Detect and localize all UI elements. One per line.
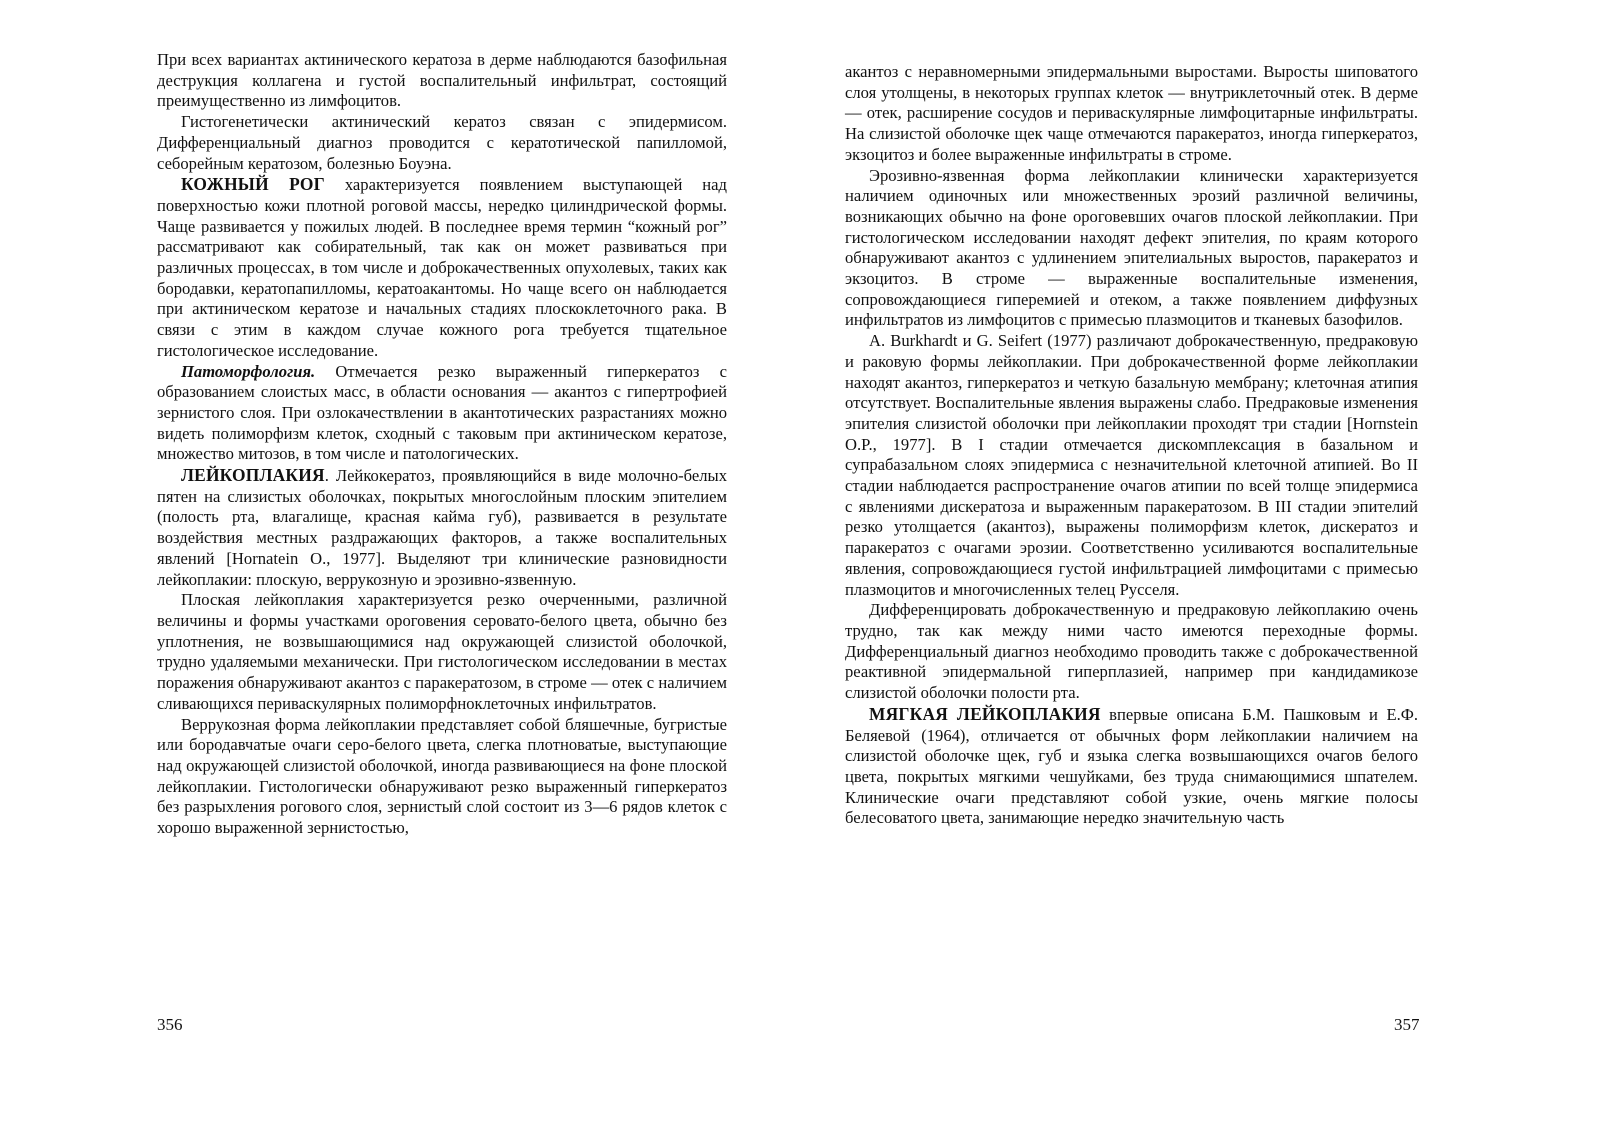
heading-skin-horn: КОЖНЫЙ РОГ — [181, 174, 325, 195]
right-text-column — [845, 62, 1418, 829]
soft-leukoplakia-text: впервые описана Б.М. Пашковым и Е.Ф. Беляевой (1964), отличается от обычных форм лейкоплакии наличием на слизистой оболочке щек, губ и языка слегка возвышающихся очагов белого цвета, покрытых мягкими чешуйками, без труда снимающимися шпателем. Клинические очаги представляют собой узкие, очень мягкие полосы белесоватого цвета, занимающие нередко значительную часть — [845, 704, 1418, 828]
paragraph-erosive-leukoplakia: Эрозивно-язвенная форма лейкоплакии клинически характеризуется наличием одиночных или множественных эрозий различной величины, возникающих обычно на фоне ороговевших очагов плоской лейкоплакии. При гистологическом исследовании находят дефект эпителия, по краям которого обнаруживают акантоз с удлинением эпителиальных выростов, паракератоз и экзоцитоз. В строме — выраженные воспалительные изменения, сопровождающиеся гиперемией и отеком, а также появлением диффузных инфильтратов из лимфоцитов с примесью плазмоцитов и тканевых базофилов. — [845, 165, 1418, 330]
section-leukoplakia — [157, 465, 727, 590]
heading-leukoplakia: ЛЕЙКОПЛАКИЯ — [181, 465, 325, 486]
section-skin-horn — [157, 174, 727, 361]
heading-soft-leukoplakia: МЯГКАЯ ЛЕЙКОПЛАКИЯ — [869, 703, 1101, 724]
pathomorphology-text: Отмечается резко выраженный гиперкератоз с образованием слоистых масс, в области основания — акантоз с гипертрофией зернистого слоя. При озлокачествлении в акантотических разрастаниях можно видеть полиморфизм клеток, сходный с таковым при актиническом кератозе, множество митозов, в том числе и патологических. — [157, 361, 727, 464]
skin-horn-text: характеризуется появлением выступающей над поверхностью кожи плотной роговой массы, нередко цилиндрической формы. Чаще развивается у пожилых людей. В последнее время термин “кожный рог” рассматривают как собирательный, так как он может развиваться при различных процессах, в том числе и доброкачественных опухолевых, таких как бородавки, кератопапилломы, кератоакантомы. Но чаще всего он наблюдается при актиническом кератозе и начальных стадиях плоскоклеточного рака. В связи с этим в каждом случае кожного рога требуется тщательное гистологическое исследование. — [157, 175, 727, 360]
paragraph-burkhardt-seifert: A. Burkhardt и G. Seifert (1977) различают доброкачественную, предраковую и раковую формы лейкоплакии. При доброкачественной форме лейкоплакии находят акантоз, гиперкератоз и четкую базальную мембрану; клеточная атипия отсутствует. Воспалительные явления выражены слабо. Предраковые изменения эпителия слизистой оболочки при лейкоплакии проходят три стадии [Hornstein O.P., 1977]. В I стадии отмечается дискомплексация в базальном и супрабазальном слоях эпидермиса с незначительной клеточной атипией. Во II стадии наблюдается распространение очагов атипии по всей толще эпидермиса с явлениями дискератоза и выраженным паракератозом. В III стадии эпителий резко утолщается (акантоз), выражены полиморфизм клеток, дискератоз и паракератоз с очагами эрозии. Соответственно усиливаются воспалительные явления, сопровождающиеся густой инфильтрацией лимфоцитами с примесью плазмоцитов и многочисленных телец Русселя. — [845, 331, 1418, 599]
left-text-column — [157, 50, 727, 839]
section-soft-leukoplakia — [845, 704, 1418, 829]
paragraph-verrucous-leukoplakia: Веррукозная форма лейкоплакии представляет собой бляшечные, бугристые или бородавчатые очаги серо-белого цвета, слегка плотноватые, выступающие над окружающей слизистой оболочкой, иногда развивающиеся на фоне плоской лейкоплакии. Гистологически обнаруживают резко выраженный гиперкератоз без разрыхления рогового слоя, зернистый слой состоит из 3—6 рядов клеток с хорошо выраженной зернистостью, — [157, 714, 727, 838]
paragraph-histogenesis: Гистогенетически актинический кератоз связан с эпидермисом. Дифференциальный диагноз проводится с кератотической папилломой, себорейным кератозом, болезнью Боуэна. — [157, 112, 727, 173]
subheading-pathomorphology: Патоморфология. — [181, 361, 316, 381]
paragraph-differential: Дифференцировать доброкачественную и предраковую лейкоплакию очень трудно, так как между ними часто имеются переходные формы. Дифференциальный диагноз необходимо проводить также с доброкачественной реактивной эпидермальной гиперплазией, например при кандидамикозе слизистой оболочки полости рта. — [845, 600, 1418, 703]
paragraph-flat-leukoplakia: Плоская лейкоплакия характеризуется резко очерченными, различной величины и формы участками ороговения серовато-белого цвета, обычно без уплотнения, не возвышающимися над окружающей слизистой оболочкой, трудно удаляемыми механически. При гистологическом исследовании в местах поражения обнаруживают акантоз с паракератозом, в строме — отек с наличием сливающихся периваскулярных полиморфноклеточных инфильтратов. — [157, 590, 727, 713]
paragraph-actinic-dermis: При всех вариантах актинического кератоза в дерме наблюдаются базофильная деструкция коллагена и густой воспалительный инфильтрат, состоящий преимущественно из лимфоцитов. — [157, 50, 727, 111]
paragraph-pathomorphology — [157, 362, 727, 466]
paragraph-verrucous-continued: акантоз с неравномерными эпидермальными выростами. Выросты шиповатого слоя утолщены, в некоторых группах клеток — внутриклеточный отек. В дерме — отек, расширение сосудов и периваскулярные лимфоцитарные инфильтраты. На слизистой оболочке щек чаще отмечаются паракератоз, иногда гиперкератоз, экзоцитоз и более выраженные инфильтраты в строме. — [845, 62, 1418, 164]
page-number-right: 357 — [1394, 1015, 1420, 1034]
page-number-left: 356 — [157, 1015, 183, 1034]
leukoplakia-text: . Лейкокератоз, проявляющийся в виде молочно-белых пятен на слизистых оболочках, покрытых многослойным плоским эпителием (полость рта, влагалище, красная кайма губ), развивается в результате воздействия местных раздражающих факторов, а также воспалительных явлений [Hornatein O., 1977]. Выделяют три клинические разновидности лейкоплакии: плоскую, веррукозную и эрозивно-язвенную. — [157, 466, 727, 589]
right-page — [800, 0, 1600, 1133]
